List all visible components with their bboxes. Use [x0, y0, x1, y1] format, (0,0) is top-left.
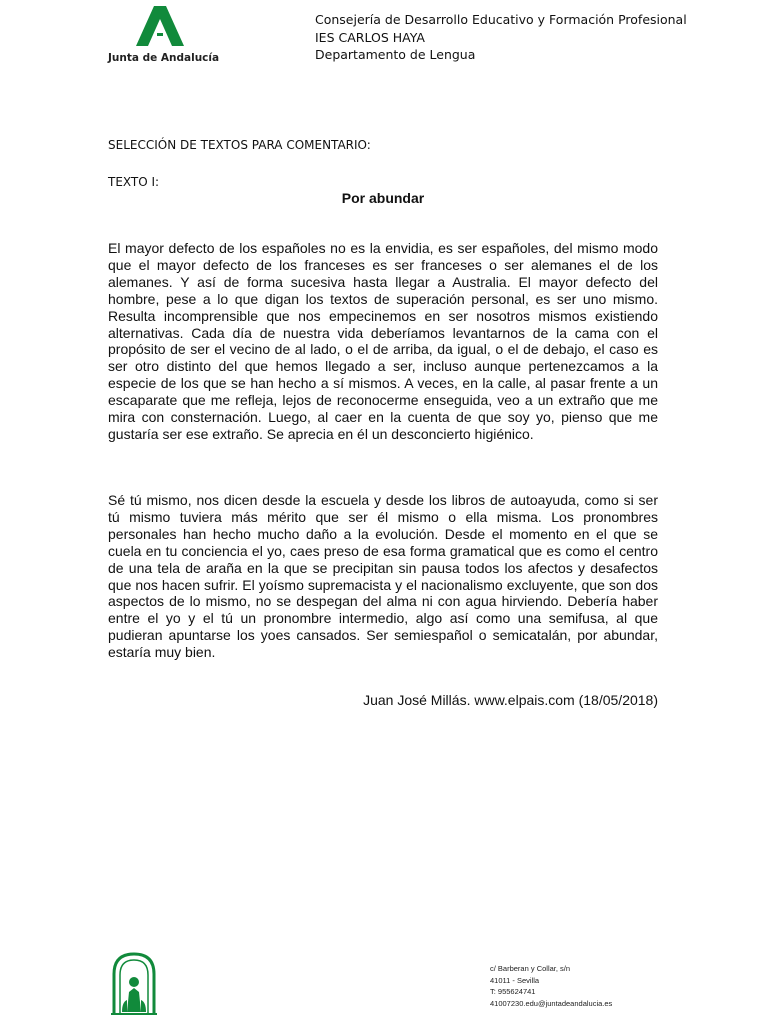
- attribution: Juan José Millás. www.elpais.com (18/05/2018): [363, 692, 658, 708]
- junta-andalucia-a-logo-icon: [134, 4, 186, 48]
- footer-email: 41007230.edu@juntadeandalucia.es: [490, 998, 613, 1008]
- andalucia-coat-of-arms-icon: [108, 950, 160, 1016]
- section-heading: SELECCIÓN DE TEXTOS PARA COMENTARIO:: [108, 138, 371, 152]
- footer-city: 41011 - Sevilla: [490, 975, 540, 985]
- footer-phone: T: 955624741: [490, 987, 536, 996]
- junta-andalucia-logo: [108, 4, 218, 64]
- header-line-consejeria: Consejería de Desarrollo Educativo y Formación Profesional: [315, 12, 687, 27]
- text-title: Por abundar: [341, 190, 425, 206]
- paragraph-2: Sé tú mismo, nos dicen desde la escuela y desde los libros de autoayuda, como si ser tú mismo tuviera más mérito que ser él mismo o ella misma. Los pronombres personales han hecho mucho daño a la evolución. Desde el momento en el que se cuela en tu conciencia el yo, caes preso de esa forma gramatical que es como el centro de una tela de araña en la que se precipitan sin pausa todos los afectos y desafectos que nos hacen sufrir. El yoísmo supremacista y el nacionalismo excluyente, que son dos aspectos de lo mismo, no se despegan del alma ni con agua hirviendo. Debería haber entre el yo y el tú un pronombre intermedio, algo así como una semifusa, al que pudieran apuntarse los yoes cansados. Ser semiespañol o semicatalán, por abundar, estaría muy bien.: [108, 492, 658, 661]
- footer-address: c/ Barberan y Collar, s/n: [490, 964, 571, 973]
- footer-info: [490, 963, 612, 1009]
- header-info: [315, 11, 687, 64]
- header-line-school: IES CARLOS HAYA: [315, 29, 425, 45]
- header-line-department: Departamento de Lengua: [315, 47, 476, 62]
- logo-text: Junta de Andalucía: [108, 52, 220, 64]
- paragraph-1: El mayor defecto de los españoles no es la envidia, es ser españoles, del mismo modo que el mayor defecto de los franceses es ser franceses o ser alemanes el de los alemanes. Y así de forma sucesiva hasta llegar a Australia. El mayor defecto del hombre, pese a lo que digan los textos de superación personal, es ser uno mismo. Resulta incomprensible que nos empecinemos en ser nosotros mismos existiendo alternativas. Cada día de nuestra vida deberíamos levantarnos de la cama con el propósito de ser el vecino de al lado, o el de arriba, da igual, o el de debajo, el caso es ser otro distinto del que hemos llegado a ser, incluso aunque pertenezcamos a la especie de los que se han hecho a sí mismos. A veces, en la calle, al pasar frente a un escaparate que me refleja, lejos de reconocerme enseguida, veo a un extraño que me mira con consternación. Luego, al caer en la cuenta de que soy yo, pienso que me gustaría ser ese extraño. Se aprecia en él un desconcierto higiénico.: [108, 240, 658, 442]
- text-label: TEXTO I:: [108, 175, 160, 189]
